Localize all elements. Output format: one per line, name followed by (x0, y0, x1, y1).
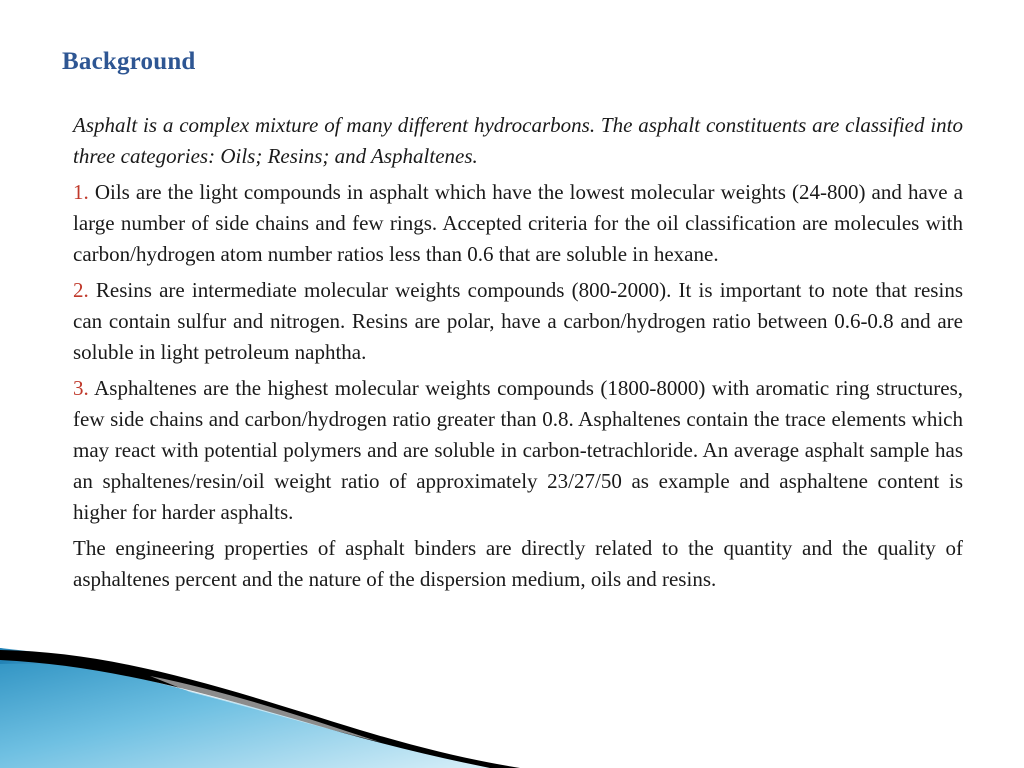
intro-paragraph: Asphalt is a complex mixture of many different hydrocarbons. The asphalt constituents are classified into three categories: Oils; Resins; and Asphaltenes. (73, 113, 963, 168)
slide-content (73, 110, 963, 600)
slide-title: Background (62, 48, 196, 75)
list-item-number: 2. (73, 278, 89, 302)
list-item-number: 1. (73, 180, 89, 204)
list-item-text: Oils are the light compounds in asphalt which have the lowest molecular weights (24-800) and have a large number of side chains and few rings. Accepted criteria for the oil classification are molecules with carbon/hydrogen atom number ratios less than 0.6 that are soluble in hexane. (73, 180, 963, 266)
swoosh-black-stroke (0, 650, 520, 768)
swoosh-blue-shape (0, 648, 500, 768)
list-item-oils (73, 177, 963, 270)
list-item-asphaltenes (73, 373, 963, 528)
swoosh-blue-band (0, 648, 160, 680)
list-item-resins (73, 275, 963, 368)
list-item-text: Asphaltenes are the highest molecular weights compounds (1800-8000) with aromatic ring structures, few side chains and carbon/hydrogen ratio greater than 0.8. Asphaltenes contain the trace elements which may react with potential polymers and are soluble in carbon-tetrachloride. An average asphalt sample has an sphaltenes/resin/oil weight ratio of approximately 23/27/50 as example and asphaltene content is higher for harder asphalts. (73, 376, 963, 524)
list-item-number: 3. (73, 376, 89, 400)
list-item-text: Resins are intermediate molecular weights compounds (800-2000). It is important to note that resins can contain sulfur and nitrogen. Resins are polar, have a carbon/hydrogen ratio between 0.6-0.8 and are soluble in light petroleum naphtha. (73, 278, 963, 364)
closing-paragraph: The engineering properties of asphalt binders are directly related to the quantity and the quality of asphaltenes percent and the nature of the dispersion medium, oils and resins. (73, 536, 963, 591)
swoosh-white-highlight (150, 676, 380, 742)
